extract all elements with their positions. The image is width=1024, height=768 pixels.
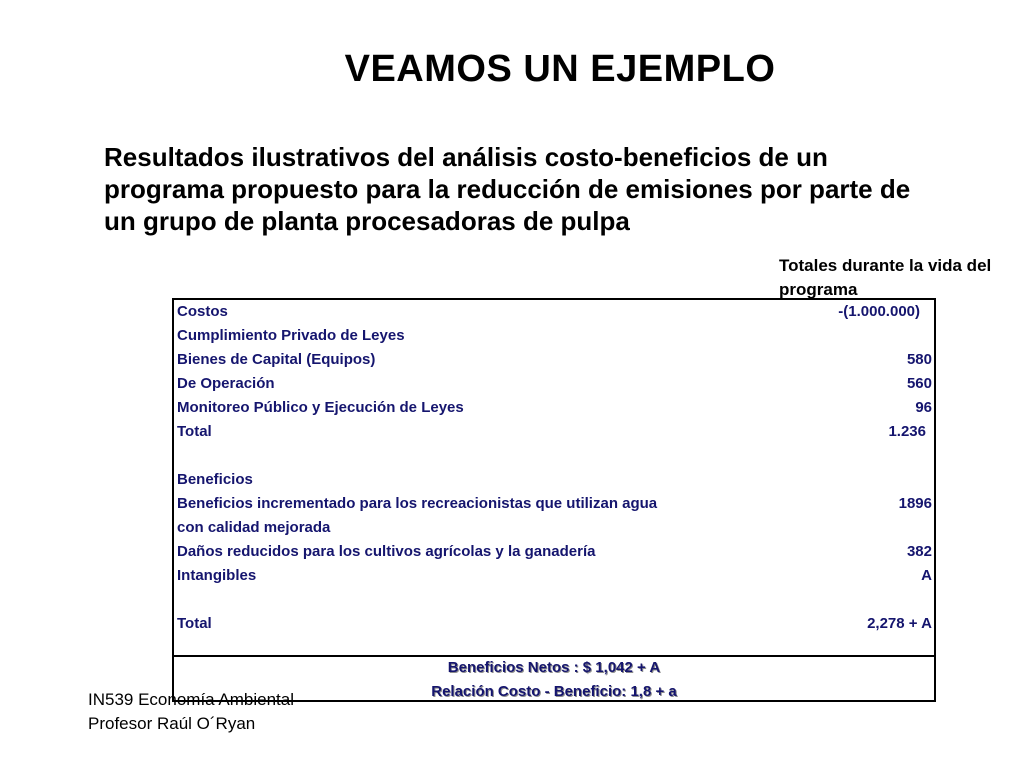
slide-footer (88, 688, 294, 736)
table-row (174, 564, 934, 588)
row-value: 580 (906, 351, 932, 368)
row-label: Total (177, 615, 212, 632)
slide-title: VEAMOS UN EJEMPLO (344, 48, 776, 90)
row-label: Beneficios incrementado para los recreacionistas que utilizan agua (177, 495, 658, 512)
row-value: 96 (915, 399, 932, 416)
professor-name: Profesor Raúl O´Ryan (88, 714, 256, 733)
row-value: 1896 (898, 495, 932, 512)
row-label: Costos (177, 303, 228, 320)
table-row (174, 420, 934, 444)
totals-column-header: Totales durante la vida del programa (779, 256, 992, 299)
row-value: A (921, 567, 932, 584)
table-row (174, 492, 934, 516)
row-label: Intangibles (177, 567, 257, 584)
course-name: IN539 Economía Ambiental (88, 690, 295, 709)
row-label: Total (177, 423, 212, 440)
table-row (174, 516, 934, 540)
row-value: 560 (906, 375, 932, 392)
slide-subtitle: Resultados ilustrativos del análisis costo-beneficios de un programa propuesto para la reducción de emisiones por parte de un grupo de planta procesadoras de pulpa (104, 142, 911, 236)
table-row (174, 468, 934, 492)
table-row (174, 588, 934, 612)
table-row (174, 300, 934, 324)
table-row (174, 324, 934, 348)
table-row (174, 348, 934, 372)
net-benefits: Beneficios Netos : $ 1,042 + A (447, 659, 661, 676)
cost-benefit-table (172, 298, 936, 702)
row-value: 2,278 + A (867, 615, 932, 632)
row-label: Daños reducidos para los cultivos agrícolas y la ganadería (177, 543, 596, 560)
table-row (174, 612, 934, 636)
table-row (174, 540, 934, 564)
row-value: 1.236 (888, 423, 926, 440)
row-value: -(1.000.000) (838, 303, 920, 320)
row-label: Bienes de Capital (Equipos) (177, 351, 376, 368)
table-row (174, 444, 934, 468)
row-label: Cumplimiento Privado de Leyes (177, 327, 405, 344)
table-row (174, 372, 934, 396)
row-label: De Operación (177, 375, 275, 392)
cost-benefit-ratio: Relación Costo - Beneficio: 1,8 + a (431, 683, 677, 700)
row-value: 382 (906, 543, 932, 560)
row-label: Monitoreo Público y Ejecución de Leyes (177, 399, 464, 416)
row-label: Beneficios (177, 471, 253, 488)
row-label: con calidad mejorada (177, 519, 331, 536)
table-row (174, 396, 934, 420)
